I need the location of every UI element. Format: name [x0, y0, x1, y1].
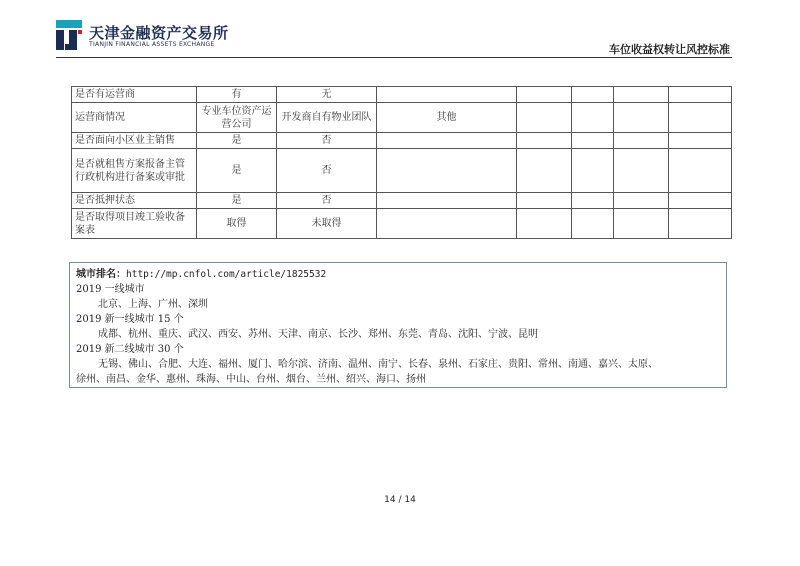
- empty-cell: [517, 87, 572, 103]
- option-cell: 否: [277, 149, 377, 193]
- empty-cell: [614, 149, 669, 193]
- empty-cell: [517, 209, 572, 239]
- empty-cell: [572, 87, 614, 103]
- empty-cell: [517, 193, 572, 209]
- table-row: [72, 103, 732, 133]
- empty-cell: [669, 87, 732, 103]
- empty-cell: [517, 133, 572, 149]
- empty-cell: [517, 149, 572, 193]
- option-cell: 专业车位资产运营公司: [197, 103, 277, 133]
- page-number: 14 / 14: [384, 495, 416, 505]
- option-cell: 否: [277, 133, 377, 149]
- source-line: [76, 267, 720, 282]
- option-cell: 是: [197, 193, 277, 209]
- table-row: [72, 149, 732, 193]
- option-cell: [377, 193, 517, 209]
- new-tier2-heading: 2019 新二线城市 30 个: [76, 344, 184, 355]
- risk-criteria-table: [71, 86, 732, 239]
- empty-cell: [614, 209, 669, 239]
- row-label: 是否就租售方案报备主管行政机构进行备案或审批: [72, 149, 197, 193]
- tier1-cities: 北京、上海、广州、深圳: [98, 299, 208, 310]
- header-divider: [56, 57, 732, 58]
- row-label: 运营商情况: [72, 103, 197, 133]
- row-label: 是否面向小区业主销售: [72, 133, 197, 149]
- empty-cell: [572, 133, 614, 149]
- tfae-logo-icon: [56, 20, 82, 50]
- table-row: [72, 209, 732, 239]
- empty-cell: [517, 103, 572, 133]
- new-tier2-cities-line1: 无锡、佛山、合肥、大连、福州、厦门、哈尔滨、济南、温州、南宁、长春、泉州、石家庄、贵阳、常州、南通、嘉兴、太原、: [98, 359, 658, 370]
- empty-cell: [614, 193, 669, 209]
- empty-cell: [669, 133, 732, 149]
- new-tier2-cities-line2: 徐州、南昌、金华、惠州、珠海、中山、台州、烟台、兰州、绍兴、海口、扬州: [76, 374, 426, 385]
- option-cell: 未取得: [277, 209, 377, 239]
- option-cell: [377, 133, 517, 149]
- new-tier1-cities: 成都、杭州、重庆、武汉、西安、苏州、天津、南京、长沙、郑州、东莞、青岛、沈阳、宁波、昆明: [98, 329, 538, 340]
- table-row: [72, 193, 732, 209]
- option-cell: 其他: [377, 103, 517, 133]
- option-cell: 是: [197, 133, 277, 149]
- source-link[interactable]: http://mp.cnfol.com/article/1825532: [126, 269, 327, 280]
- row-label: 是否有运营商: [72, 87, 197, 103]
- option-cell: 有: [197, 87, 277, 103]
- row-label: 是否抵押状态: [72, 193, 197, 209]
- row-label: 是否取得项目竣工验收备案表: [72, 209, 197, 239]
- logo-name-cn: 天津金融资产交易所: [89, 24, 229, 42]
- empty-cell: [669, 103, 732, 133]
- option-cell: 否: [277, 193, 377, 209]
- option-cell: 开发商自有物业团队: [277, 103, 377, 133]
- empty-cell: [572, 193, 614, 209]
- empty-cell: [614, 103, 669, 133]
- source-label: 城市排名：: [76, 269, 126, 280]
- tier1-heading: 2019 一线城市: [76, 284, 145, 295]
- new-tier1-heading: 2019 新一线城市 15 个: [76, 314, 184, 325]
- empty-cell: [669, 193, 732, 209]
- empty-cell: [572, 209, 614, 239]
- city-ranking-notes: [69, 262, 727, 388]
- option-cell: 是: [197, 149, 277, 193]
- empty-cell: [572, 103, 614, 133]
- empty-cell: [669, 209, 732, 239]
- empty-cell: [614, 133, 669, 149]
- option-cell: 取得: [197, 209, 277, 239]
- empty-cell: [572, 149, 614, 193]
- option-cell: 无: [277, 87, 377, 103]
- logo-name-en: TIANJIN FINANCIAL ASSETS EXCHANGE: [89, 41, 215, 48]
- table-row: [72, 87, 732, 103]
- option-cell: [377, 149, 517, 193]
- option-cell: [377, 87, 517, 103]
- empty-cell: [669, 149, 732, 193]
- empty-cell: [614, 87, 669, 103]
- option-cell: [377, 209, 517, 239]
- document-title: 车位收益权转让风控标准: [609, 43, 730, 56]
- table-row: [72, 133, 732, 149]
